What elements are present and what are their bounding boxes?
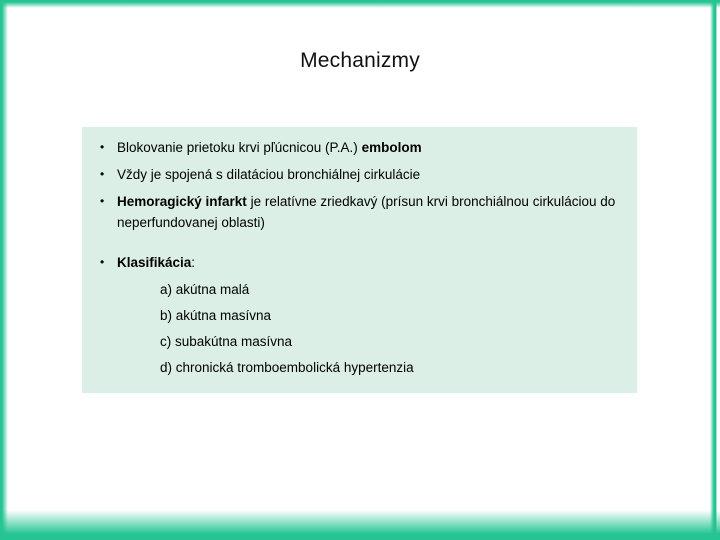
- slide-border-top: [0, 0, 720, 8]
- bullet-text-segment: je relatívne zriedkavý (prísun krvi bronchiálnou cirkuláciou do neperfundovanej oblasti): [117, 194, 616, 230]
- classification-item-a: a) akútna malá: [160, 282, 250, 297]
- bullet-text: [117, 164, 622, 185]
- bullet-text-segment: :: [191, 255, 196, 270]
- bullet-item-blokovanie: [100, 137, 637, 158]
- bullet-text-segment-bold: Klasifikácia: [117, 255, 192, 270]
- bullet-icon: •: [100, 140, 105, 154]
- bullet-item-hemoragicky: [100, 191, 637, 233]
- slide-border-bottom: [0, 510, 720, 540]
- bullet-text: [117, 137, 622, 158]
- bullet-text-segment: Vždy je spojená s dilatáciou bronchiálnej cirkulácie: [117, 167, 421, 182]
- classification-item-d: d) chronická tromboembolická hypertenzia: [160, 360, 414, 375]
- bullet-item-vzdy: [100, 164, 637, 185]
- bullet-text-segment: Blokovanie prietoku krvi pľúcnicou (P.A.): [117, 140, 362, 155]
- bullet-icon: •: [100, 194, 105, 208]
- slide-border-right: [710, 0, 717, 540]
- slide-title: Mechanizmy: [300, 49, 420, 72]
- bullet-text: [117, 252, 622, 273]
- content-box: [82, 127, 637, 393]
- bullet-text-segment-bold: embolom: [361, 140, 422, 155]
- bullet-text-segment-bold: Hemoragický infarkt: [117, 194, 247, 209]
- classification-item-c: c) subakútna masívna: [160, 334, 293, 349]
- bullet-item-klasifikacia: [100, 252, 637, 273]
- slide-border-left: [0, 0, 8, 540]
- bullet-text: [117, 191, 622, 233]
- classification-item-b: b) akútna masívna: [160, 308, 272, 323]
- bullet-icon: •: [100, 255, 105, 269]
- bullet-icon: •: [100, 167, 105, 181]
